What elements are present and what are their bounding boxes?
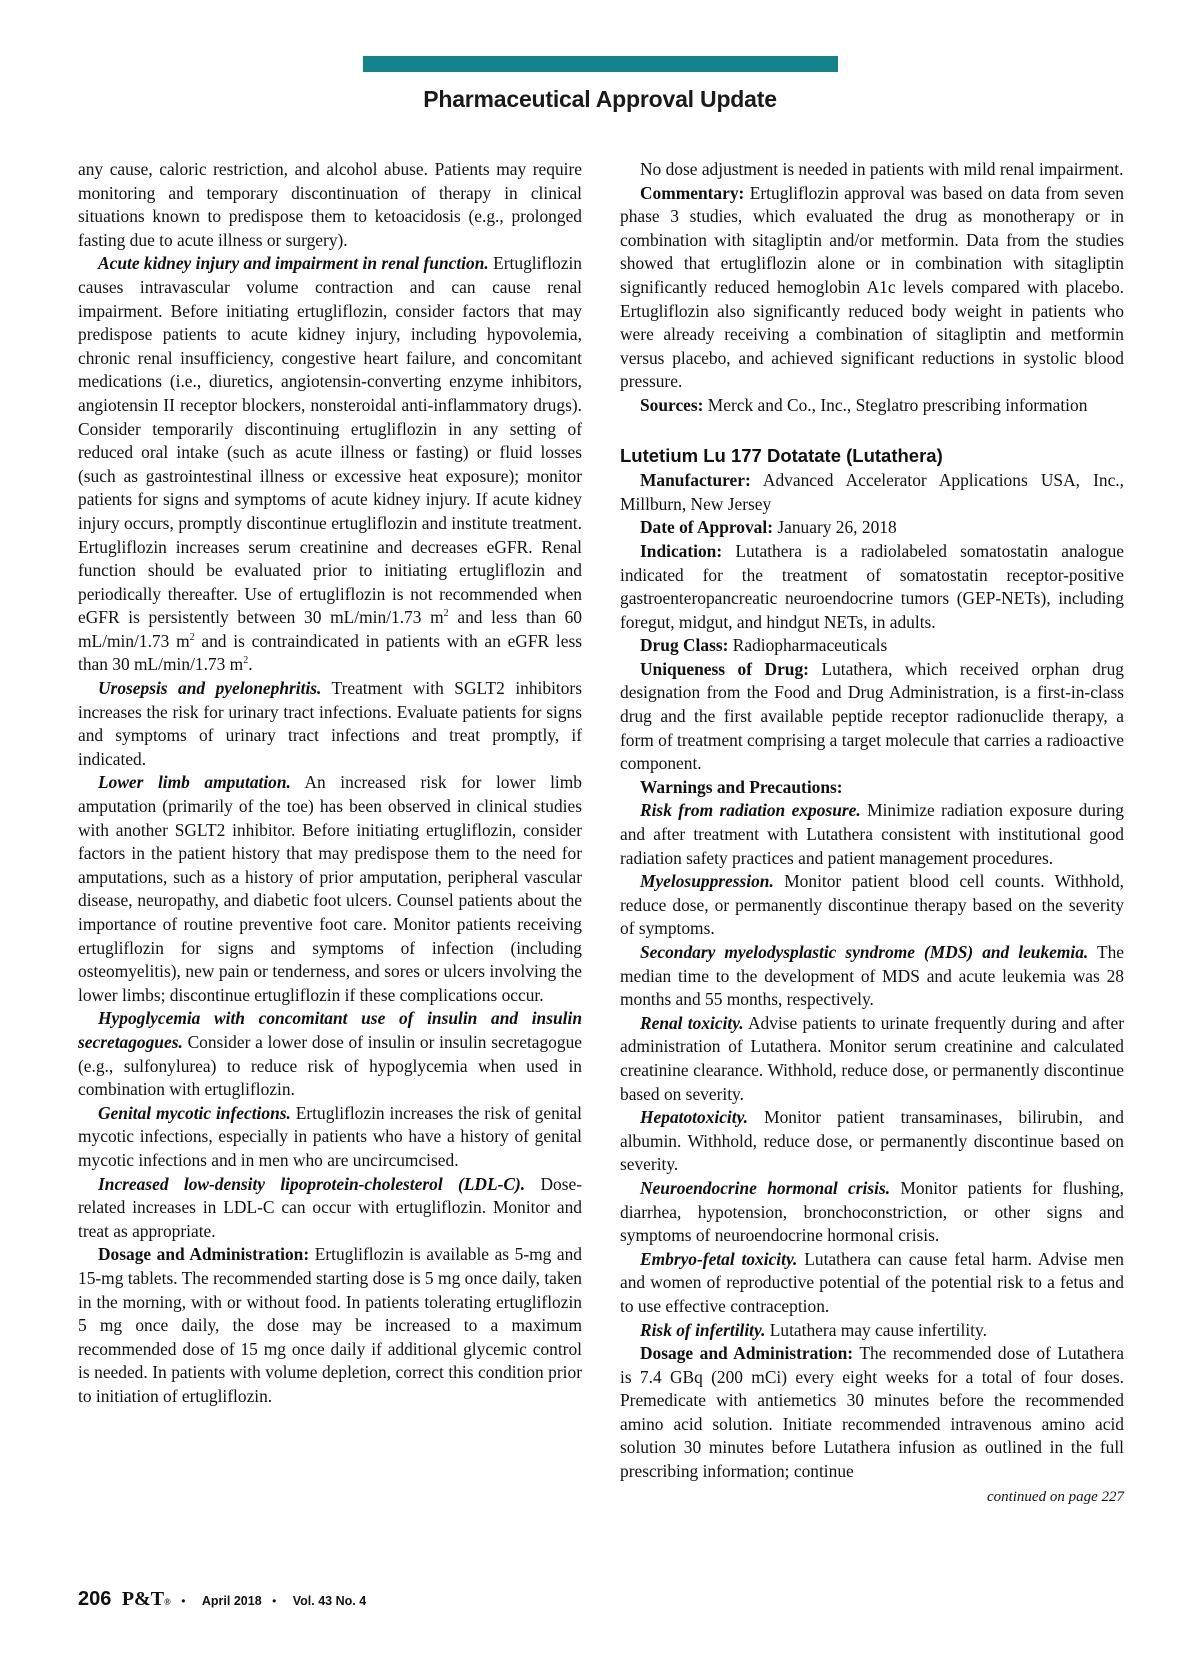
subheading: Genital mycotic infections. (98, 1102, 291, 1123)
paragraph: Dosage and Administration: Ertugliflozin is available as 5-mg and 15-mg tablets. The recommended starting dose is 5 mg once daily, taken in the morning, with or without food. In patients tolerating ertugliflozin 5 mg once daily, the dose may be increased to a maximum recommended dose of 15 mg once daily if additional glycemic control is needed. In patients with volume depletion, correct this condition prior to initiation of ertugliflozin. (78, 1244, 582, 1406)
subheading: Risk of infertility. (640, 1319, 766, 1340)
paragraph: Drug Class: Radiopharmaceuticals (640, 635, 888, 656)
subheading: Sources: (640, 394, 704, 415)
paragraph: Hypoglycemia with concomitant use of insulin and insulin secretagogues. Consider a lower dose of insulin or insulin secretagogue (e.g., sulfonylurea) to reduce risk of hypoglycemia when used in combination with ertugliflozin. (78, 1008, 582, 1100)
header-accent-bar (363, 56, 838, 72)
subheading: Increased low-density lipoprotein-cholesterol (LDL-C). (98, 1173, 526, 1194)
left-column (78, 158, 582, 1408)
subheading: Lower limb amputation. (98, 772, 291, 793)
right-column (620, 158, 1124, 1509)
paragraph: Uniqueness of Drug: Lutathera, which received orphan drug designation from the Food and Drug Administration, is a first-in-class drug and the first available peptide receptor radionuclide therapy, a form of treatment comprising a target molecule that carries a radioactive component. (620, 658, 1124, 774)
field-label: Warnings and Precautions: (640, 776, 843, 797)
paragraph (620, 776, 1124, 800)
paragraph: Urosepsis and pyelonephritis. Treatment with SGLT2 inhibitors increases the risk for urinary tract infections. Evaluate patients for signs and symptoms of urinary tract infections and treat promptly, if indicated. (78, 678, 582, 769)
drug-title: Lutetium Lu 177 Dotatate (Lutathera) (620, 444, 943, 466)
subheading: Urosepsis and pyelonephritis. (98, 678, 322, 699)
publication-name: P&T® (121, 1588, 171, 1610)
paragraph: Genital mycotic infections. Ertugliflozin increases the risk of genital mycotic infections, especially in patients who have a history of genital mycotic infections and in men who are uncircumcised. (78, 1102, 582, 1170)
page-title: Pharmaceutical Approval Update (423, 86, 777, 112)
field-label: Manufacturer: (640, 470, 751, 491)
field-label: Uniqueness of Drug: (640, 658, 809, 679)
paragraph: Date of Approval: January 26, 2018 (640, 517, 897, 538)
subheading: Hepatotoxicity. (640, 1107, 749, 1128)
subheading: Hypoglycemia with concomitant use of insulin and insulin secretagogues. (78, 1008, 582, 1052)
paragraph: Acute kidney injury and impairment in renal function. Ertugliflozin causes intravascular volume contraction and can cause renal impairment. Before initiating ertugliflozin, consider factors that may predispose patients to acute kidney injury, including hypovolemia, chronic renal insufficiency, congestive heart failure, and concomitant medications (i.e., diuretics, angiotensin-converting enzyme inhibitors, angiotensin II receptor blockers, nonsteroidal anti-inflammatory drugs). Consider temporarily discontinuing ertugliflozin in any setting of reduced oral intake (such as acute illness or fasting) or fluid losses (such as gastrointestinal illness or excessive heat exposure); monitor patients for signs and symptoms of acute kidney injury. If acute kidney injury occurs, promptly discontinue ertugliflozin and institute treatment. Ertugliflozin increases serum creatinine and decreases eGFR. Renal function should be evaluated prior to initiating ertugliflozin and periodically thereafter. Use of ertugliflozin is not recommended when eGFR is persistently between 30 mL/min/1.73 $m^2$ and less than 60 mL/min/1.73 $m^2$ and is contraindicated in patients with an eGFR less than 30 mL/min/1.73 $m^2$. (78, 253, 582, 675)
field-label: Indication: (640, 540, 723, 561)
paragraph: Renal toxicity. Advise patients to urinate frequently during and after administration of Lutathera. Monitor serum creatinine and calculated creatinine clearance. Withhold, reduce dose, or permanently discontinue based on severity. (620, 1012, 1124, 1104)
subheading: Renal toxicity. (640, 1012, 744, 1033)
paragraph: Lower limb amputation. An increased risk for lower limb amputation (primarily of the toe) has been observed in clinical studies with another SGLT2 inhibitor. Before initiating ertugliflozin, consider factors in the patient history that may predispose them to the need for amputations, such as a history of prior amputation, peripheral vascular disease, neuropathy, and diabetic foot ulcers. Counsel patients about the importance of routine preventive foot care. Monitor patients receiving ertugliflozin for signs and symptoms of infection (including osteomyelitis), new pain or tenderness, and sores or ulcers involving the lower limbs; discontinue ertugliflozin if these complications occur. (78, 772, 582, 1005)
paragraph: any cause, caloric restriction, and alcohol abuse. Patients may require monitoring and temporary discontinuation of therapy in clinical situations known to predispose them to ketoacidosis (e.g., prolonged fasting due to acute illness or surgery). (78, 159, 582, 250)
volume-info: Vol. 43 No. 4 (292, 1594, 367, 1608)
paragraph: Myelosuppression. Monitor patient blood cell counts. Withhold, reduce dose, or permanently discontinue therapy based on the severity of symptoms. (620, 871, 1124, 939)
paragraph: Indication: Lutathera is a radiolabeled somatostatin analogue indicated for the treatment of somatostatin receptor-positive gastroenteropancreatic neuroendocrine tumors (GEP-NETs), including foregut, midgut, and hindgut NETs, in adults. (620, 540, 1124, 632)
paragraph: Neuroendocrine hormonal crisis. Monitor patients for flushing, diarrhea, hypotension, bronchoconstriction, or other signs and symptoms of neuroendocrine hormonal crisis. (620, 1177, 1124, 1246)
subheading: Embryo-fetal toxicity. (640, 1248, 798, 1269)
subheading: Dosage and Administration: (98, 1244, 310, 1265)
continued-note: continued on page 227 (986, 1488, 1124, 1505)
field-label: Date of Approval: (640, 517, 774, 538)
subheading: Neuroendocrine hormonal crisis. (640, 1177, 891, 1198)
paragraph: No dose adjustment is needed in patients with mild renal impairment. (640, 159, 1124, 179)
separator: • (181, 1594, 186, 1608)
page-footer (78, 1588, 366, 1611)
paragraph: Commentary: Ertugliflozin approval was based on data from seven phase 3 studies, which evaluated the drug as monotherapy or in combination with sitagliptin and/or metformin. Data from the studies showed that ertugliflozin alone or in combination with sitagliptin significantly reduced hemoglobin A1c levels compared with placebo. Ertugliflozin also significantly reduced body weight in patients who were already receiving a combination of sitagliptin and metformin versus placebo, and achieved significant reductions in systolic blood pressure. (620, 182, 1124, 392)
paragraph: Secondary myelodysplastic syndrome (MDS) and leukemia. The median time to the development of MDS and acute leukemia was 28 months and 55 months, respectively. (620, 942, 1124, 1010)
subheading: Myelosuppression. (640, 871, 774, 892)
paragraph: Hepatotoxicity. Monitor patient transaminases, bilirubin, and albumin. Withhold, reduce dose, or permanently discontinue based on severity. (620, 1107, 1124, 1175)
paragraph: Risk of infertility. Lutathera may cause infertility. (640, 1319, 987, 1340)
subheading: Secondary myelodysplastic syndrome (MDS) and leukemia. (640, 942, 1089, 962)
field-label: Drug Class: (640, 635, 729, 656)
paragraph: Risk from radiation exposure. Minimize radiation exposure during and after treatment with Lutathera consistent with institutional good radiation safety practices and patient management procedures. (620, 800, 1124, 868)
issue-date: April 2018 (201, 1594, 262, 1608)
registered-mark: ® (164, 1597, 171, 1607)
paragraph: Embryo-fetal toxicity. Lutathera can cause fetal harm. Advise men and women of reproductive potential of the potential risk to a fetus and to use effective contraception. (620, 1248, 1124, 1316)
paragraph: Increased low-density lipoprotein-cholesterol (LDL-C). Dose-related increases in LDL-C can occur with ertugliflozin. Monitor and treat as appropriate. (78, 1173, 582, 1241)
page-number: 206 (78, 1588, 112, 1610)
paragraph: Sources: Merck and Co., Inc., Steglatro prescribing information (640, 394, 1088, 415)
subheading: Commentary: (640, 182, 745, 203)
field-label: Dosage and Administration: (640, 1343, 854, 1364)
subheading: Acute kidney injury and impairment in renal function. (98, 253, 489, 274)
subheading: Risk from radiation exposure. (640, 800, 861, 821)
separator: • (272, 1594, 277, 1608)
paragraph: Dosage and Administration: The recommended dose of Lutathera is 7.4 GBq (200 mCi) every eight weeks for a total of four doses. Premedicate with antiemetics 30 minutes before the recommended amino acid solution. Initiate recommended intravenous amino acid solution 30 minutes before Lutathera infusion as outlined in the full prescribing information; continue (620, 1343, 1124, 1482)
paragraph: Manufacturer: Advanced Accelerator Applications USA, Inc., Millburn, New Jersey (620, 470, 1124, 514)
